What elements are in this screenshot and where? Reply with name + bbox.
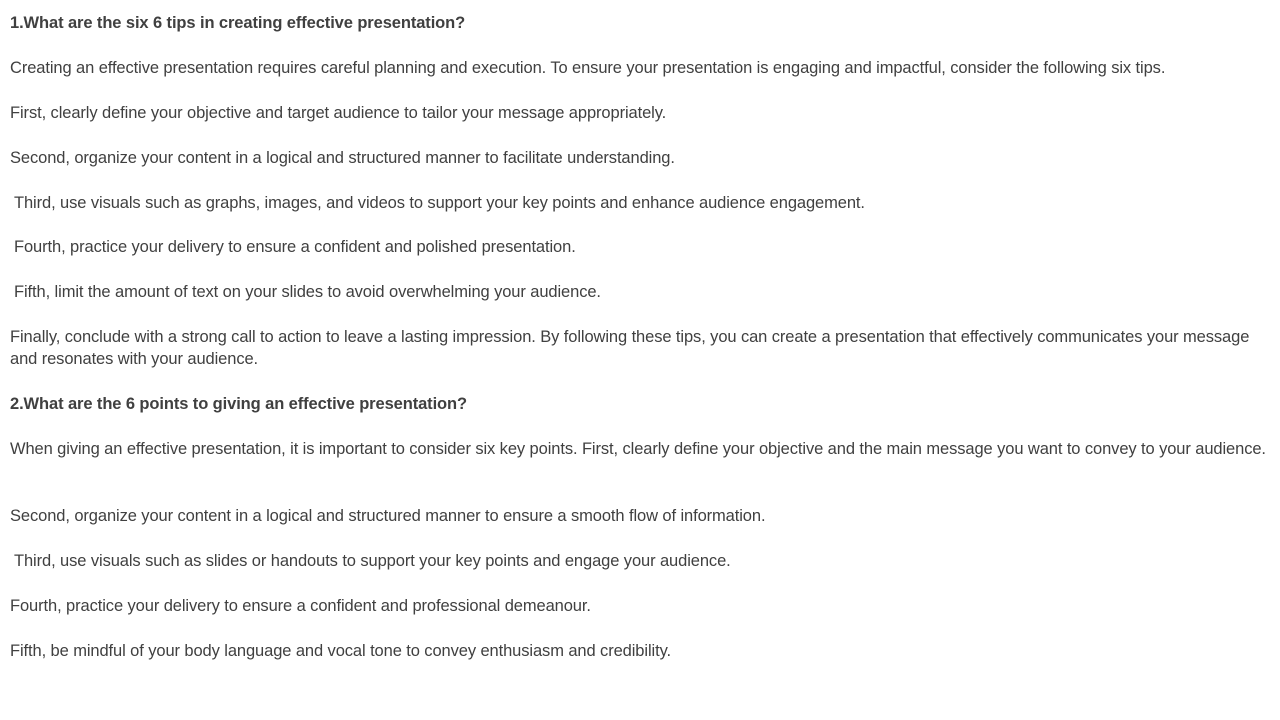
section2-intro: When giving an effective presentation, it is important to consider six key points. First, clearly define your objective and the main message you want to convey to your audience. <box>10 440 1266 458</box>
section1-tip-first: First, clearly define your objective and target audience to tailor your message appropriately. <box>10 104 667 122</box>
section2-point-third: Third, use visuals such as slides or handouts to support your key points and engage your audience. <box>14 552 731 570</box>
section2-heading: 2.What are the 6 points to giving an effective presentation? <box>10 395 467 413</box>
section1-tip-fourth: Fourth, practice your delivery to ensure a confident and polished presentation. <box>14 238 576 256</box>
section1-tip-finally: Finally, conclude with a strong call to action to leave a lasting impression. By following these tips, you can create a presentation that effectively communicates your message and resonates with your audience. <box>10 328 1250 368</box>
section2-point-fourth: Fourth, practice your delivery to ensure a confident and professional demeanour. <box>10 597 591 615</box>
section1-tip-second: Second, organize your content in a logical and structured manner to facilitate understanding. <box>10 149 675 167</box>
section1-tip-third: Third, use visuals such as graphs, images, and videos to support your key points and enhance audience engagement. <box>14 194 865 212</box>
section1-intro: Creating an effective presentation requires careful planning and execution. To ensure your presentation is engaging and impactful, consider the following six tips. <box>10 59 1166 77</box>
section2-point-fifth: Fifth, be mindful of your body language and vocal tone to convey enthusiasm and credibility. <box>10 642 671 660</box>
section2-point-second: Second, organize your content in a logical and structured manner to ensure a smooth flow of information. <box>10 507 766 525</box>
section1-tip-fifth: Fifth, limit the amount of text on your slides to avoid overwhelming your audience. <box>14 283 601 301</box>
section1-heading: 1.What are the six 6 tips in creating effective presentation? <box>10 14 466 32</box>
